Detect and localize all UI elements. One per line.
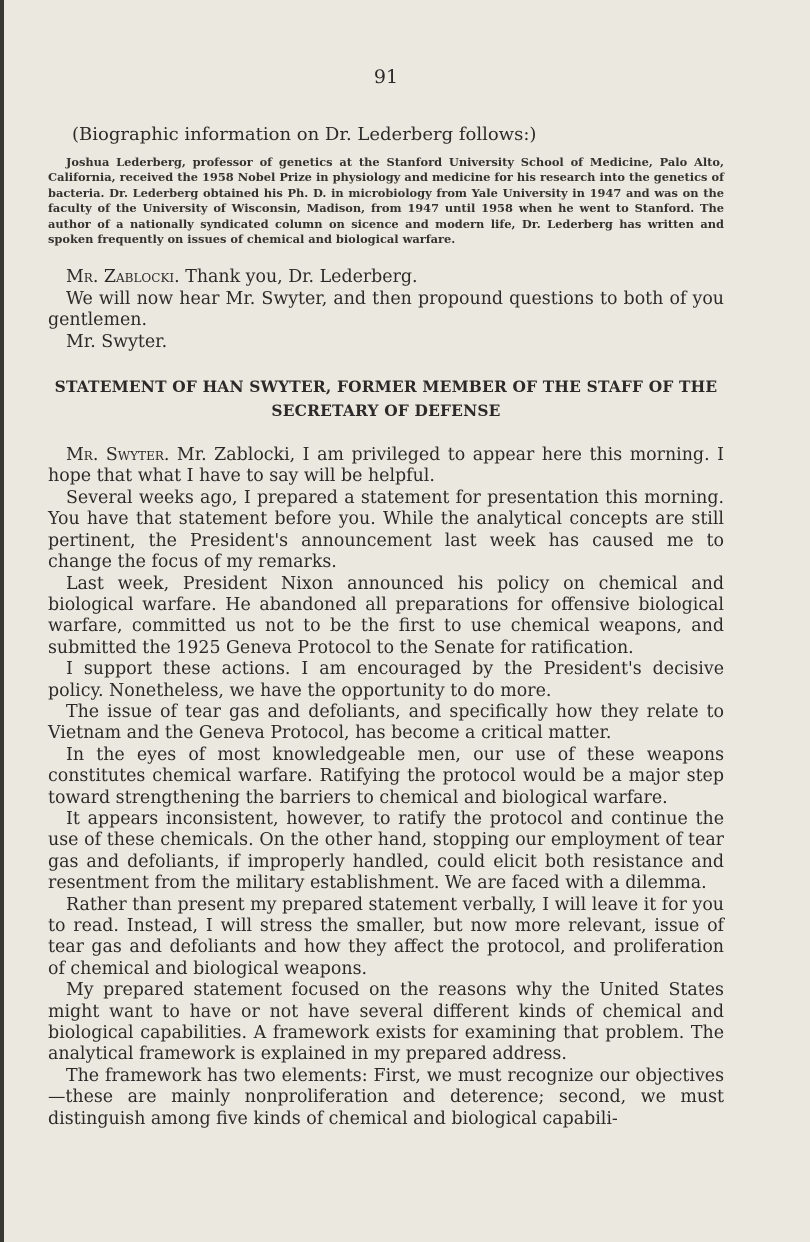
statement-paragraph	[48, 445, 724, 488]
speaker-name: Mr. Zablocki.	[66, 267, 180, 288]
bio-paragraph: Joshua Lederberg, professor of genetics at the Stanford University School of Medicine, Palo Alto, California, received the 1958 Nobel Prize in physiology and medicine for his research into the genetics of bacteria. Dr. Lederberg obtained his Ph. D. in microbiology from Yale University in 1947 and was on the faculty of the University of Wisconsin, Madison, from 1947 until 1958 when he went to Stanford. The author of a nationally syndicated column on sicence and modern life, Dr. Lederberg has written and spoken frequently on issues of chemical and biological warfare.	[48, 155, 724, 247]
statement-paragraph: Rather than present my prepared statement verbally, I will leave it for you to read. Instead, I will stress the smaller, but now more relevant, issue of tear gas and defoliants and how they affect the protocol, and proliferation of chemical and biological weapons.	[48, 894, 724, 979]
statement-body	[48, 445, 724, 1130]
intro-paragraph	[48, 289, 724, 332]
statement-paragraph: My prepared statement focused on the reasons why the United States might want to have or not have several different kinds of chemical and biological capabilities. A framework exists for examining that problem. The analytical framework is explained in my prepared address.	[48, 980, 724, 1065]
page-number: 91	[373, 66, 399, 88]
document-page	[48, 66, 724, 1130]
statement-heading: STATEMENT OF HAN SWYTER, FORMER MEMBER OF THE STAFF OF THE SECRETARY OF DEFENSE	[54, 378, 718, 421]
statement-paragraph: Last week, President Nixon announced his policy on chemical and biological warfare. He abandoned all preparations for offensive biological warfare, committed us not to be the first to use chemical weapons, and submitted the 1925 Geneva Protocol to the Senate for ratification.	[48, 573, 724, 658]
statement-paragraph: It appears inconsistent, however, to ratify the protocol and continue the use of these chemicals. On the other hand, stopping our employment of tear gas and defoliants, if improperly handled, could elicit both resistance and resentment from the military establishment. We are faced with a dilemma.	[48, 808, 724, 894]
intro-block	[48, 267, 724, 353]
statement-paragraph: The issue of tear gas and defoliants, and specifically how they relate to Vietnam and the Geneva Protocol, has become a critical matter.	[48, 701, 724, 744]
page-edge	[0, 0, 4, 1242]
paragraph-text: We will now hear Mr. Swyter, and then propound questions to both of you gentlemen.	[48, 288, 724, 331]
statement-paragraph: I support these actions. I am encouraged by the President's decisive policy. Nonetheless, we have the opportunity to do more.	[48, 659, 724, 701]
intro-paragraph	[48, 332, 724, 353]
paragraph-text: Thank you, Dr. Lederberg.	[179, 267, 418, 288]
paragraph-text: Mr. Swyter.	[66, 331, 168, 352]
intro-paragraph	[48, 267, 724, 288]
statement-paragraph: In the eyes of most knowledgeable men, our use of these weapons constitutes chemical warfare. Ratifying the protocol would be a major step toward strengthening the barriers to chemical and biological warfare.	[48, 744, 724, 808]
bio-header: (Biographic information on Dr. Lederberg follows:)	[72, 124, 537, 145]
statement-paragraph: The framework has two elements: First, we must recognize our objectives—these are mainly nonproliferation and deterence; second, we must distinguish among five kinds of chemical and biological capabili-	[48, 1065, 724, 1129]
speaker-name: Mr. Swyter.	[66, 445, 170, 466]
paragraph-text: Mr. Zablocki, I am privileged to appear here this morning. I hope that what I have to say will be helpful.	[48, 445, 724, 487]
statement-paragraph: Several weeks ago, I prepared a statement for presentation this morning. You have that statement before you. While the analytical concepts are still pertinent, the President's announcement last week has caused me to change the focus of my remarks.	[48, 487, 724, 573]
